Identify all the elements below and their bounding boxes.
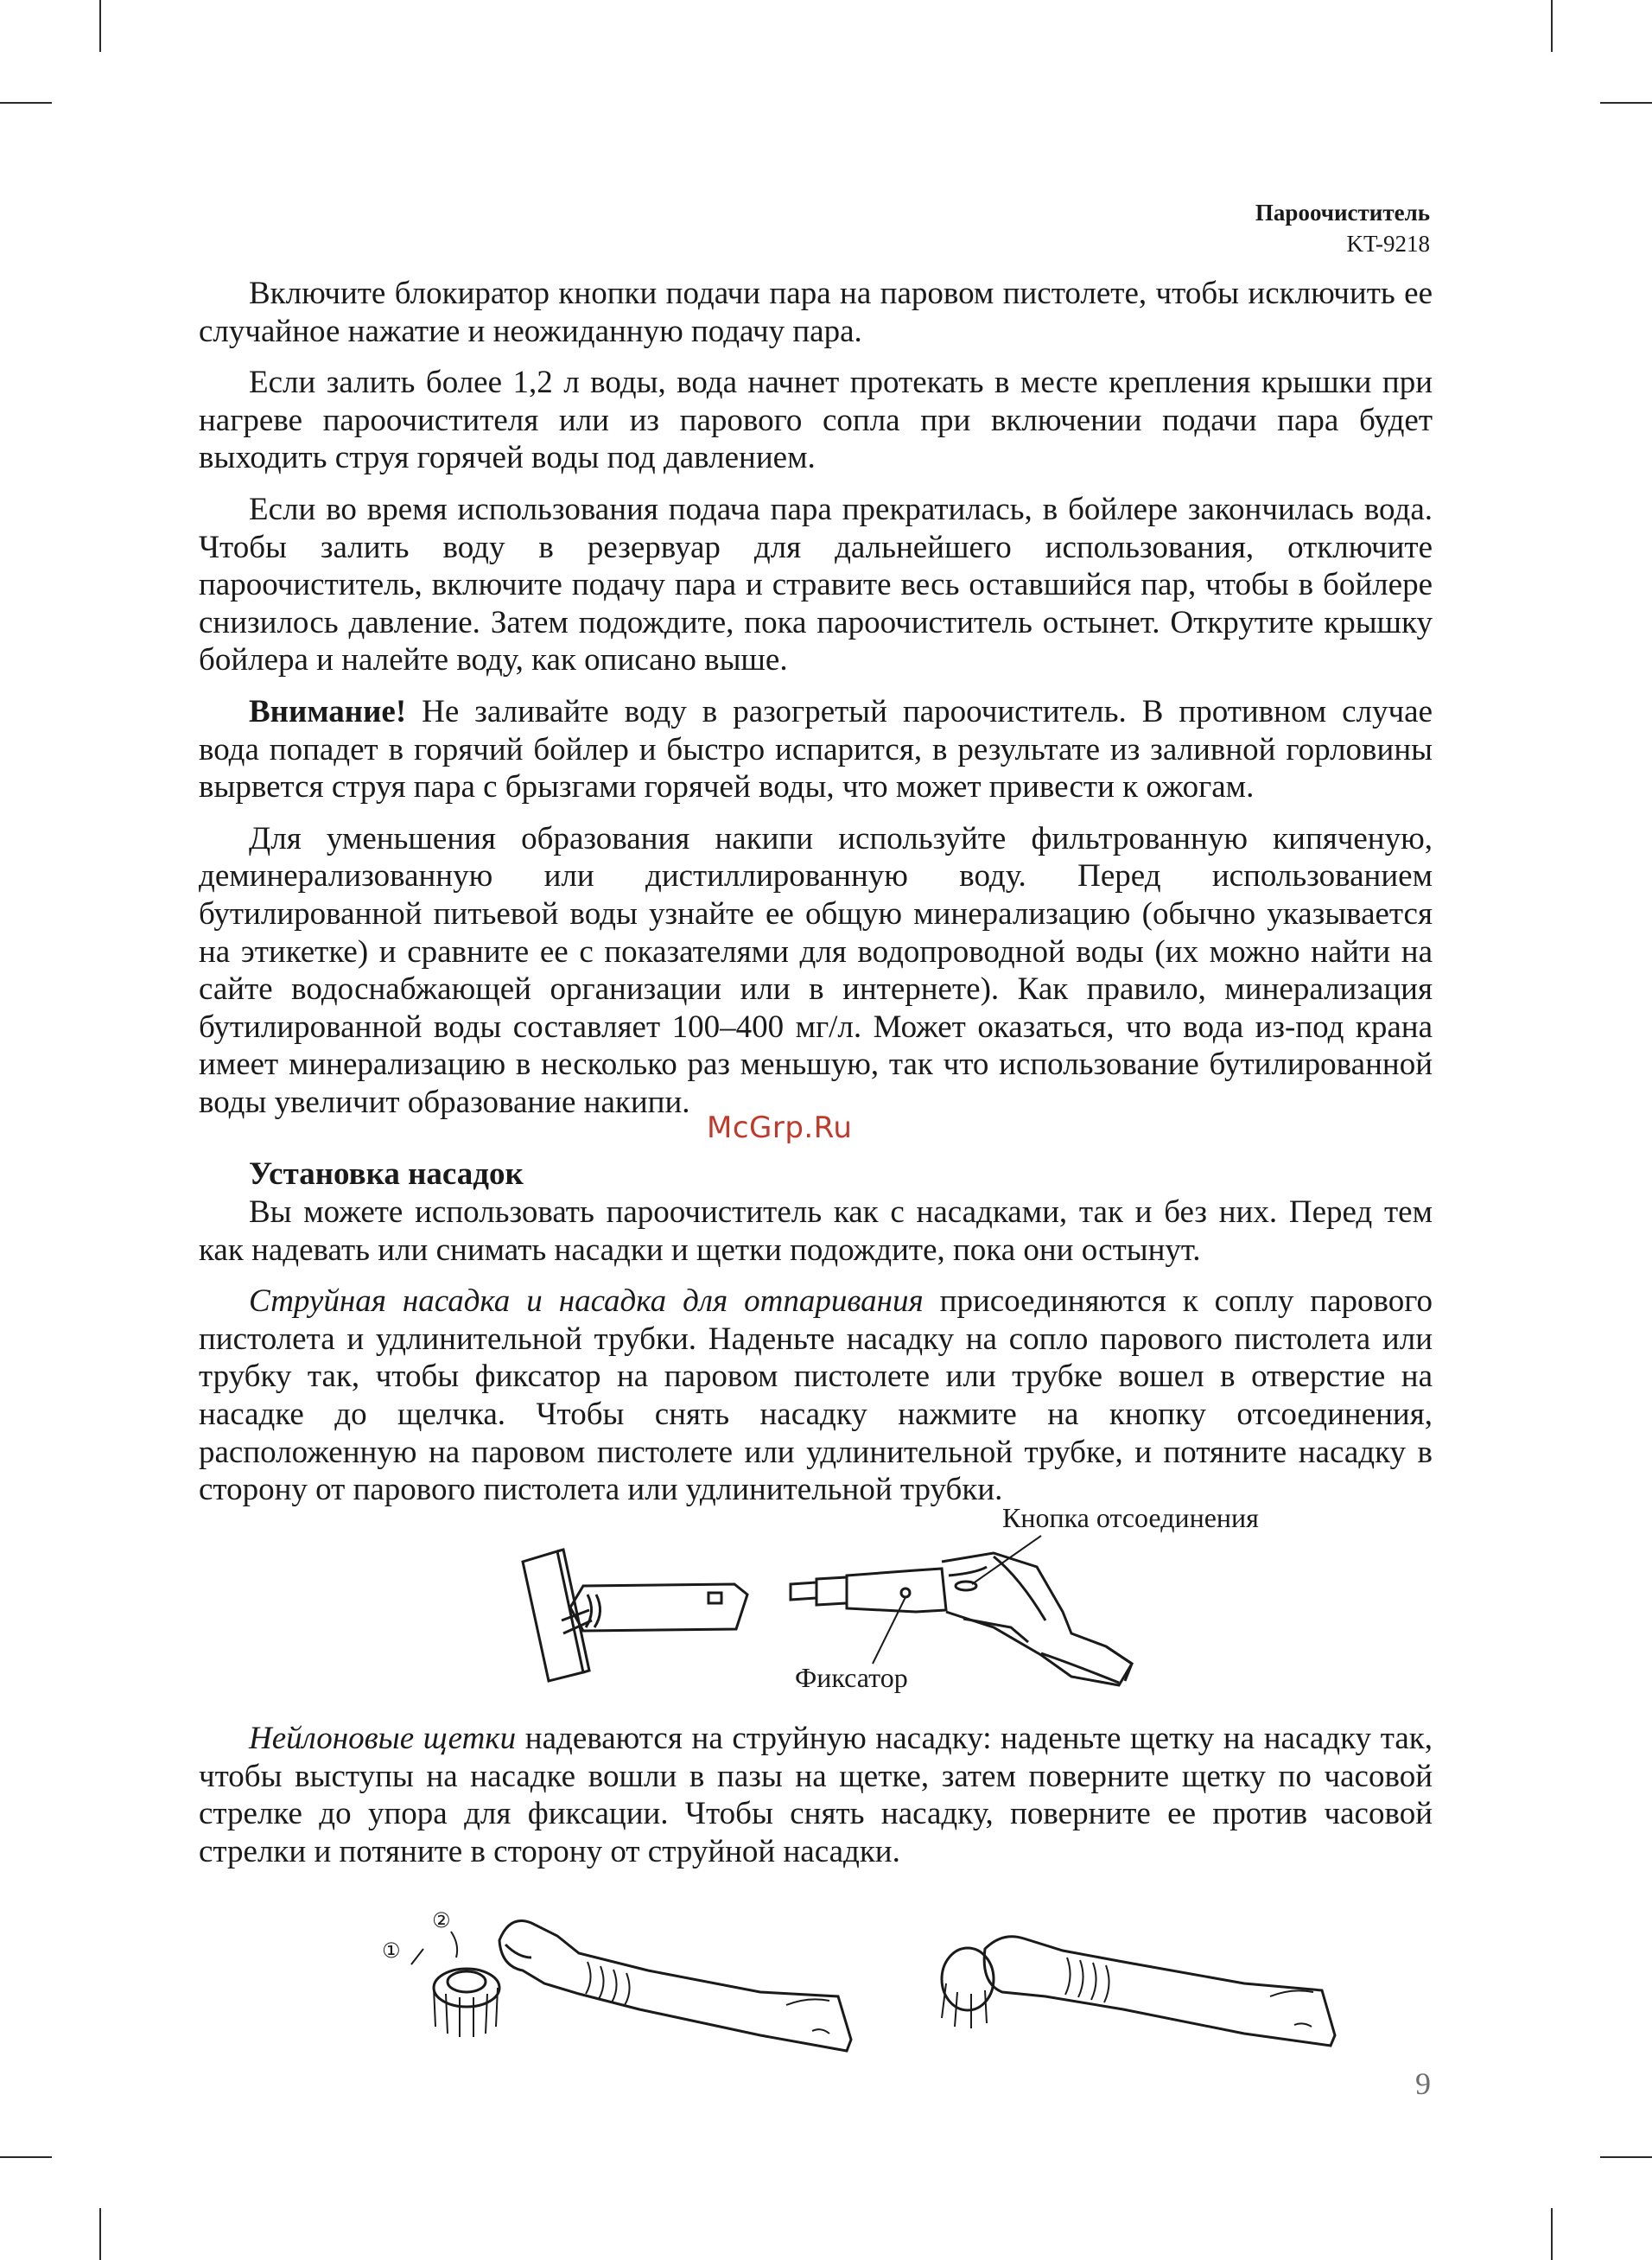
figure-steam-gun-nozzle [510, 1482, 1305, 1694]
crop-mark [99, 2208, 101, 2260]
warning-label: Внимание! [249, 693, 407, 729]
section-heading: Установка насадок [249, 1156, 524, 1193]
body-text [199, 275, 1433, 1509]
nozzles-text: присоединяются к соплу парового пистолета и удлинительной трубки. Наденьте насадку на сопло парового пистолета или трубку так, чтобы фиксатор на паровом пистолете или трубке вошел в отверстие на насадке до щелчка. Чтобы снять насадку нажмите на кнопку отсоединения, расположенную на паровом пистолете или удлинительной трубке, и потяните насадку в сторону от парового пистолета или удлинительной трубки. [199, 1283, 1433, 1508]
paragraph-overfill: Если залить более 1,2 л воды, вода начнет протекать в месте крепления крышки при нагреве пароочистителя или из парового сопла при включении подачи пара будет выходить струя горячей воды под давлением. [199, 365, 1433, 476]
label-latch: Фиксатор [795, 1662, 908, 1693]
brush-attached-illustration [942, 1937, 1335, 2046]
watermark: McGrp.Ru [707, 1111, 853, 1145]
header-model: KT-9218 [1346, 231, 1430, 257]
leader-line-latch [873, 1597, 905, 1664]
brushes-block [199, 1720, 1433, 1870]
crop-mark [1600, 102, 1652, 104]
header-title: Пароочиститель [1255, 200, 1430, 226]
crop-mark [1551, 2208, 1553, 2260]
crop-mark [1600, 2156, 1652, 2158]
crop-mark [0, 102, 52, 104]
steam-nozzle-illustration [523, 1550, 747, 1681]
figure-nylon-brush [380, 1897, 1365, 2066]
crop-mark [99, 0, 101, 52]
crop-mark [1551, 0, 1553, 52]
paragraph-attachments-intro: Вы можете использовать пароочиститель как с насадками, так и без них. Перед тем как надевать или снимать насадки и щетки подождите, пока они остынут. [199, 1194, 1433, 1268]
page-number: 9 [1415, 2066, 1431, 2101]
paragraph-blocker: Включите блокиратор кнопки подачи пара на паровом пистолете, чтобы исключить ее случайное нажатие и неожиданную подачу пара. [199, 276, 1433, 349]
paragraph-warning [199, 693, 1433, 806]
step-1-marker: ① [382, 1939, 401, 1963]
leader-line-button [972, 1536, 1041, 1584]
paragraph-refill: Если во время использования подача пара прекратилась, в бойлере закончилась вода. Чтобы залить воду в резервуар для дальнейшего использования, отключите пароочиститель, включите подачу пара и стравите весь оставшийся пар, чтобы в бойлере снизилось давление. Затем подождите, пока пароочиститель остынет. Открутите крышку бойлера и налейте воду, как описано выше. [199, 491, 1433, 678]
warning-text: Не заливайте воду в разогретый пароочиститель. В противном случае вода попадет в горячий бойлер и быстро испарится, в результате из заливной горловины вырвется струя пара с брызгами горячей воды, что может привести к ожогам. [199, 693, 1433, 805]
step-2-marker: ② [432, 1908, 451, 1932]
paragraph-scale: Для уменьшения образования накипи используйте фильтрованную кипяченую, деминерализованную или дистиллированную воду. Перед использованием бутилированной питьевой воды узнайте ее общую минерализацию (обычно указывается на этикетке) и сравните ее с показателями для водопроводной воды (их можно найти на сайте водоснабжающей организации или в интернете). Как правило, минерализация бутилированной воды составляет 100–400 мг/л. Может оказаться, что вода из-под крана имеет минерализацию в несколько раз меньшую, так что использование бутилированной воды увеличит образование накипи. [199, 820, 1433, 1120]
brush-detached-illustration [382, 1908, 851, 2051]
brushes-text: надеваются на струйную насадку: наденьте щетку на насадку так, чтобы выступы на насадке вошли в пазы на щетке, затем поверните щетку по часовой стрелке до упора для фиксации. Чтобы снять насадку, поверните ее против часовой стрелки и потяните в сторону от струйной насадки. [199, 1721, 1433, 1869]
label-release-button: Кнопка отсоединения [1002, 1502, 1259, 1533]
crop-mark [0, 2156, 52, 2158]
paragraph-brushes [199, 1720, 1433, 1870]
page-header [1255, 197, 1430, 259]
paragraph-nozzles [199, 1283, 1433, 1509]
brushes-term: Нейлоновые щетки [249, 1721, 517, 1756]
nozzles-term: Струйная насадка и насадка для отпаривания [249, 1283, 924, 1320]
